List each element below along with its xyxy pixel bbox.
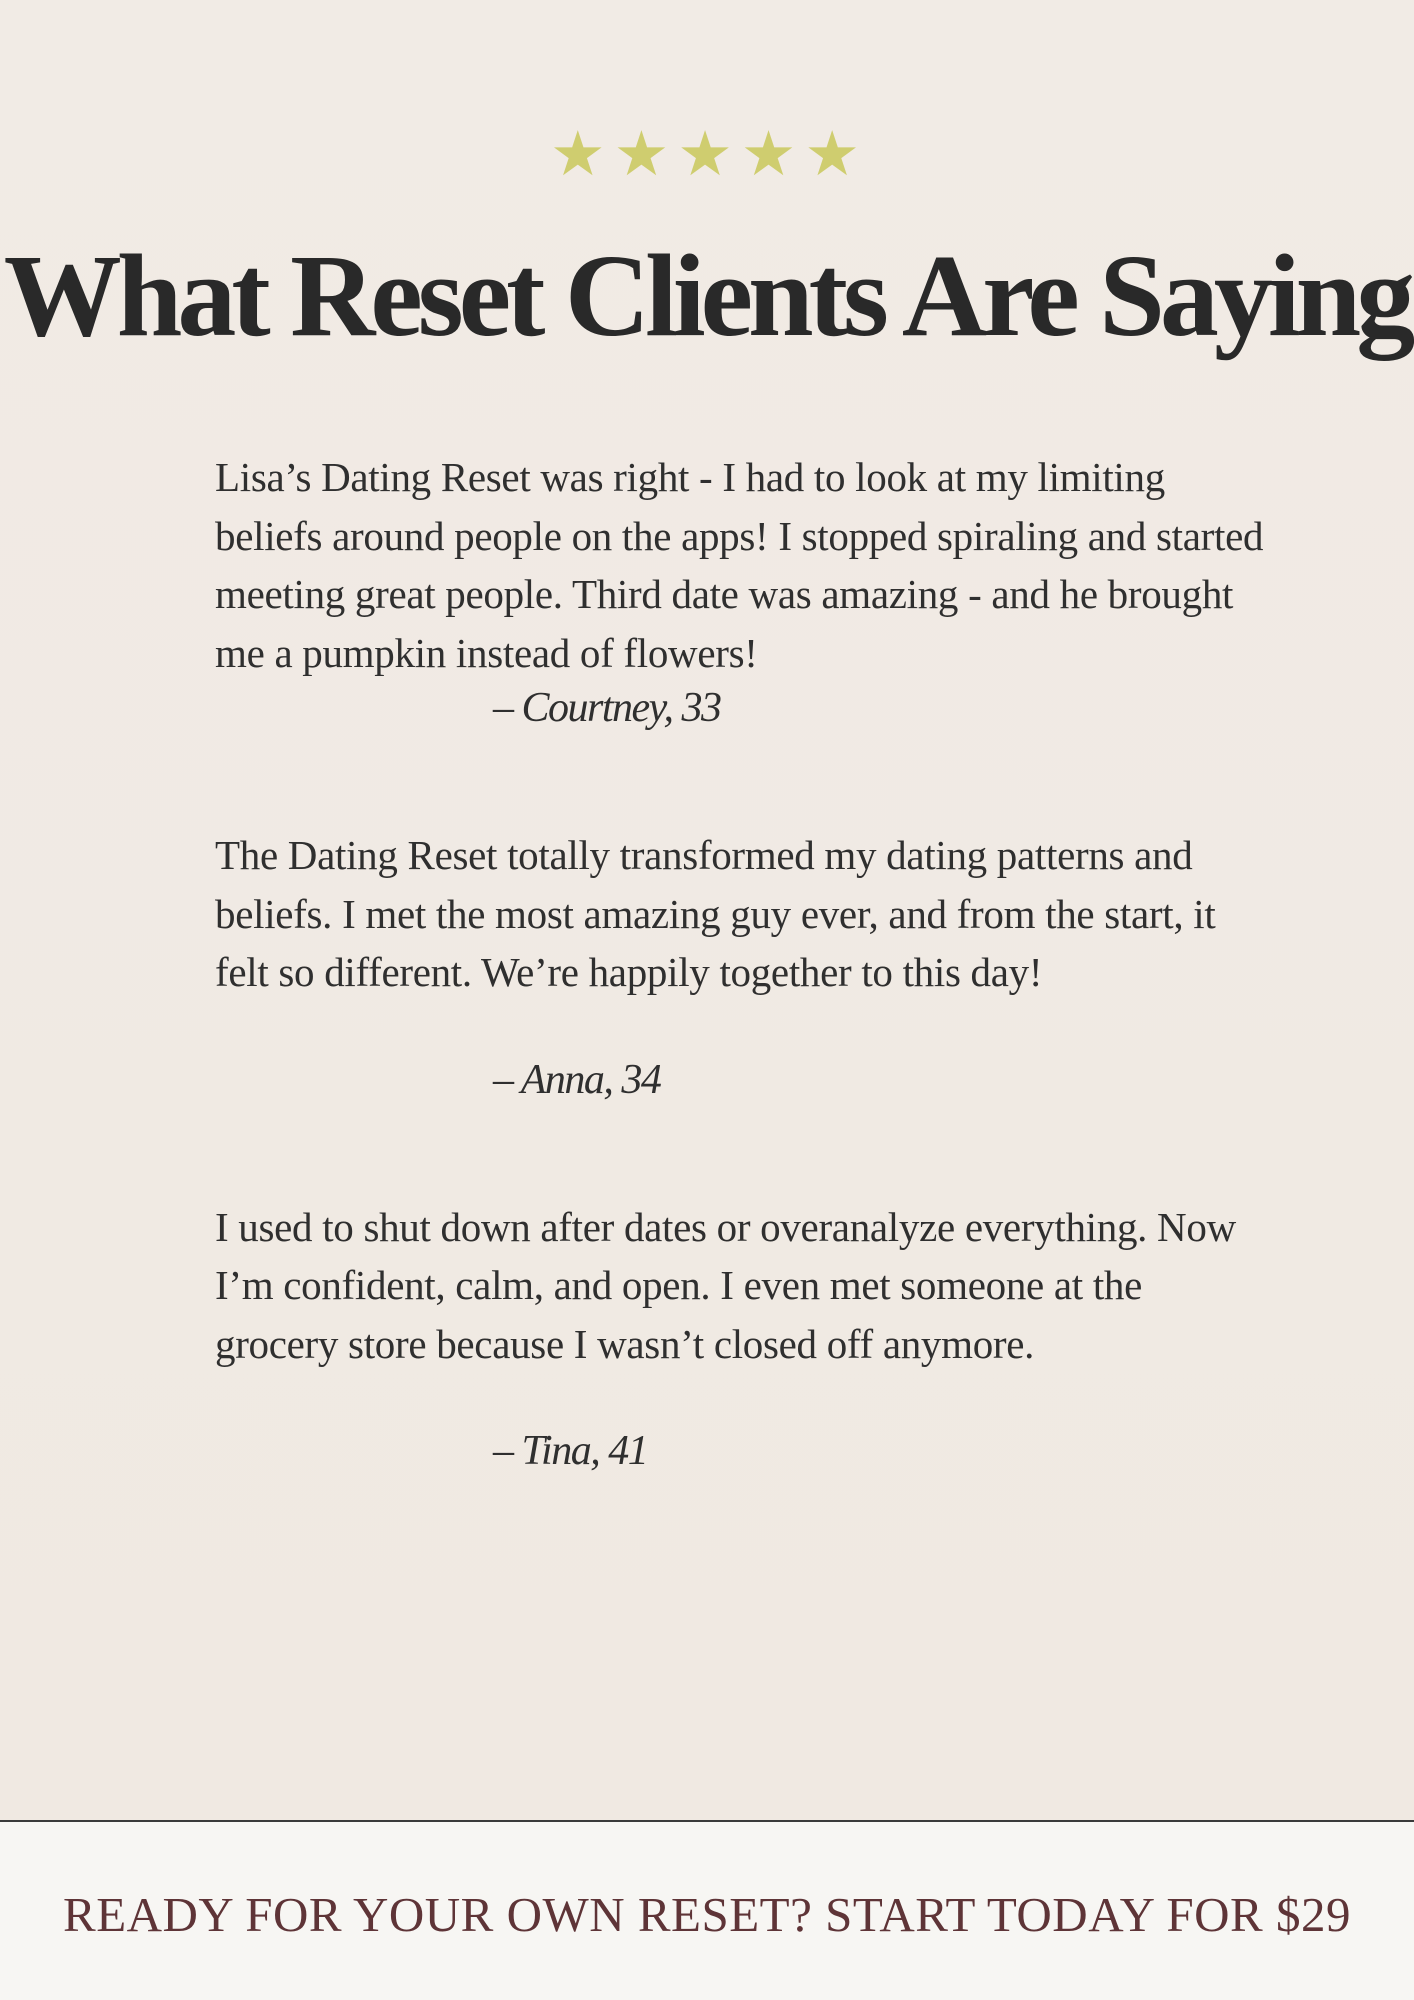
- star-icon: ★: [613, 117, 674, 190]
- star-icon: ★: [550, 117, 610, 190]
- star-icon: ★: [804, 117, 864, 190]
- testimonial-card: [215, 826, 1275, 1106]
- star-rating: [0, 118, 1414, 190]
- star-icon: ★: [677, 117, 737, 190]
- testimonial-list: [215, 448, 1275, 1477]
- testimonial-quote: The Dating Reset totally transformed my dating patterns and beliefs. I met the most amazing guy ever, and from the start, it felt so different. We’re happily together to this day!: [215, 832, 1216, 995]
- page-title: What Reset Clients Are Saying: [3, 230, 1411, 361]
- star-icon: ★: [740, 117, 801, 190]
- testimonial-quote: I used to shut down after dates or overanalyze everything. Now I’m confident, calm, and open. I even met someone at the grocery store because I wasn’t closed off anymore.: [215, 1203, 1236, 1367]
- testimonial-author: – Anna, 34: [493, 1056, 661, 1103]
- testimonial-card: [215, 448, 1275, 734]
- testimonial-author: – Courtney, 33: [493, 685, 721, 731]
- testimonial-author: – Tina, 41: [493, 1428, 648, 1474]
- testimonial-quote: Lisa’s Dating Reset was right - I had to look at my limiting beliefs around people on the apps! I stopped spiraling and started meeting great people. Third date was amazing - and he brought me a pumpkin instead of flowers!: [215, 454, 1264, 676]
- testimonial-card: [215, 1198, 1275, 1478]
- cta-banner[interactable]: [0, 1820, 1414, 2000]
- cta-text[interactable]: READY FOR YOUR OWN RESET? START TODAY FOR $29: [63, 1886, 1351, 1942]
